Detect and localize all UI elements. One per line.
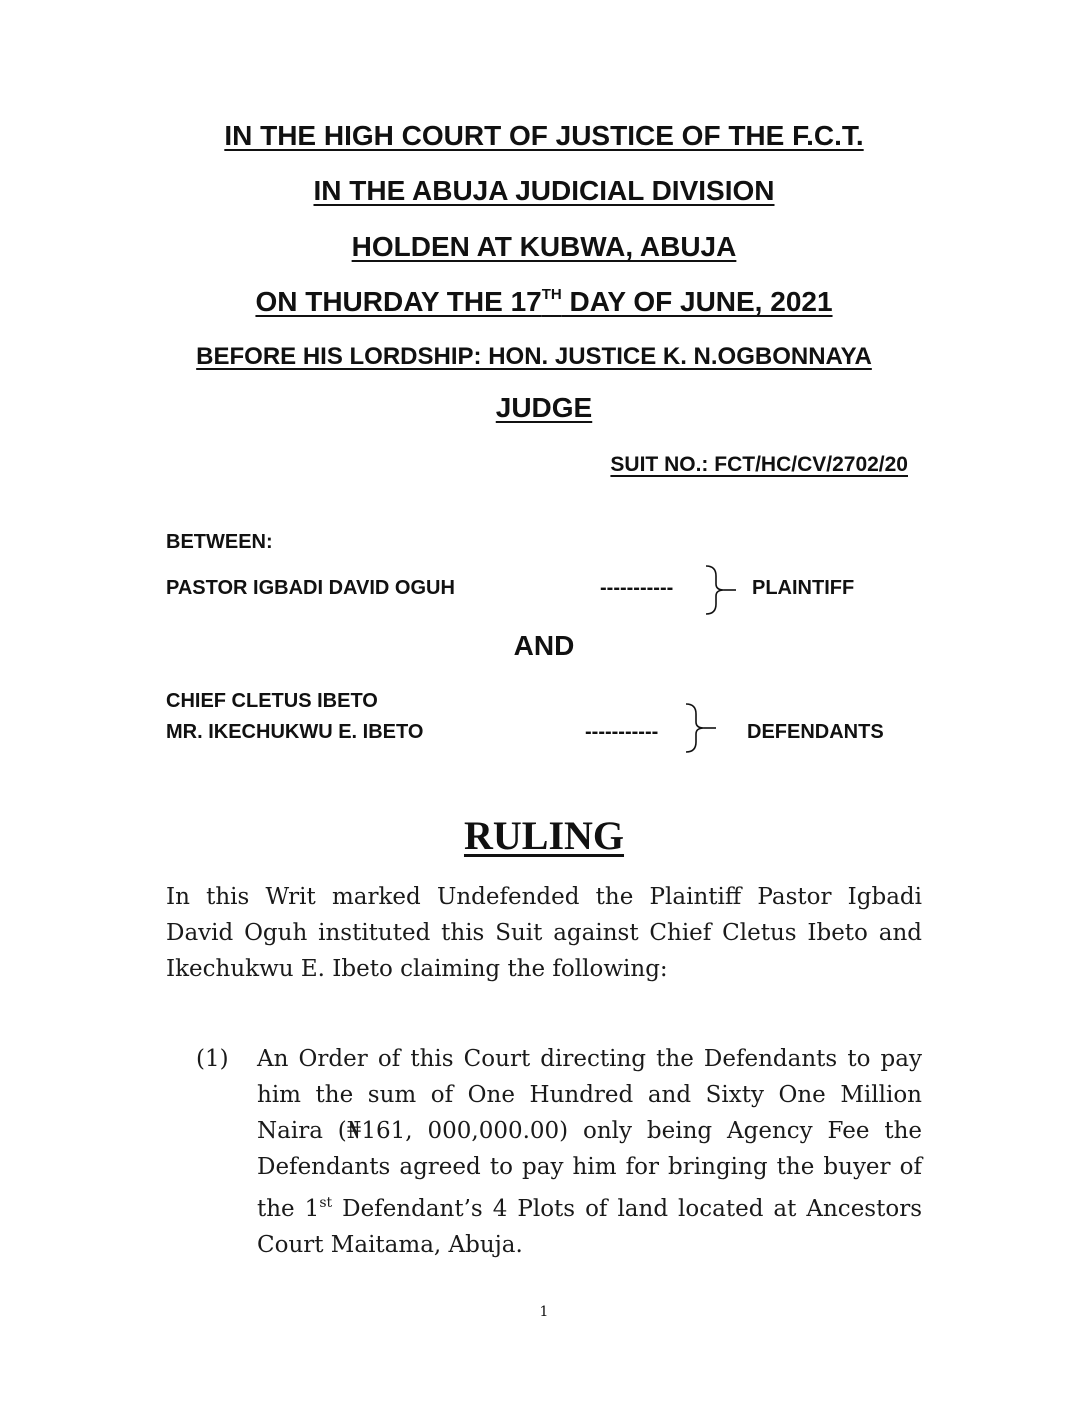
suit-number: SUIT NO.: FCT/HC/CV/2702/20 [610, 453, 908, 476]
between-label: BETWEEN: [166, 531, 273, 553]
claim-text [257, 1041, 922, 1263]
judge-line: BEFORE HIS LORDSHIP: HON. JUSTICE K. N.OGBONNAYA [196, 343, 872, 370]
and-separator: AND [513, 630, 575, 661]
date-ordinal: TH [541, 286, 562, 303]
defendant-brace-icon [680, 700, 720, 756]
ruling-title: RULING [463, 813, 625, 858]
date-line [0, 286, 1088, 318]
intro-paragraph: In this Writ marked Undefended the Plaintiff Pastor Igbadi David Oguh instituted this Suit against Chief Cletus Ibeto and Ikechukwu E. Ibeto claiming the following: [166, 884, 922, 982]
plaintiff-brace-icon [700, 562, 740, 618]
defendant-role: DEFENDANTS [747, 721, 884, 743]
page-number: 1 [539, 1304, 549, 1320]
date-suffix: DAY OF JUNE, 2021 [561, 286, 833, 317]
judge-title: JUDGE [495, 392, 593, 423]
defendant-dashes: ----------- [585, 721, 659, 743]
claim-text-part1: An Order of this Court directing the Defendants to pay him the sum of One Hundred and Sixty One Million Naira (₦161, 000,000.00) only being Agency Fee the Defendants agreed to pay him for bringing the buyer of the 1 [257, 1046, 922, 1222]
date-prefix: ON THURDAY THE 17 [255, 286, 542, 317]
defendant-2-name: MR. IKECHUKWU E. IBETO [166, 721, 424, 743]
plaintiff-role: PLAINTIFF [752, 577, 855, 599]
claim-text-part2: Defendant’s 4 Plots of land located at Ancestors Court Maitama, Abuja. [257, 1196, 922, 1258]
claim-ordinal: st [319, 1195, 333, 1211]
plaintiff-dashes: ----------- [600, 577, 674, 599]
venue-title: HOLDEN AT KUBWA, ABUJA [351, 231, 737, 262]
plaintiff-name: PASTOR IGBADI DAVID OGUH [166, 577, 455, 599]
division-title: IN THE ABUJA JUDICIAL DIVISION [313, 175, 775, 206]
court-title: IN THE HIGH COURT OF JUSTICE OF THE F.C.T. [224, 120, 864, 151]
defendant-1-name: CHIEF CLETUS IBETO [166, 690, 378, 712]
claim-number: (1) [196, 1046, 229, 1072]
